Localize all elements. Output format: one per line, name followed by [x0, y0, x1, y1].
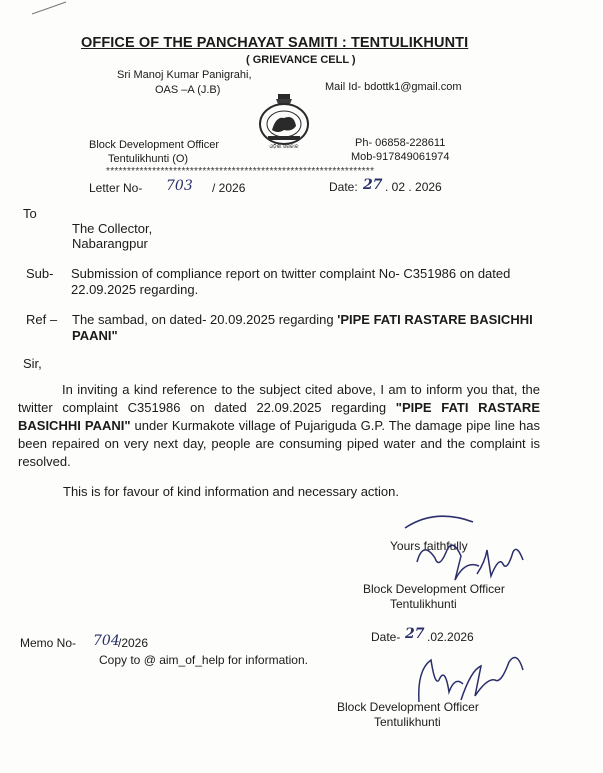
- officer-name: Sri Manoj Kumar Panigrahi,: [117, 69, 252, 81]
- letter-no-label: Letter No-: [89, 181, 143, 195]
- reference-label: Ref –: [26, 312, 58, 327]
- signature-place: Tentulikhunti: [390, 597, 457, 611]
- odisha-emblem-icon: [254, 92, 314, 150]
- memo-date-label: Date-: [371, 630, 401, 644]
- body-text-2: under Kurmakote village of Pujariguda G.P. The damage pipe line has been repaired on very next day, people are consuming piped water and the complaint is resolved.: [18, 418, 540, 469]
- place-header: Tentulikhunti (O): [108, 153, 189, 165]
- letter-no-value: 703: [166, 178, 193, 194]
- designation-header: Block Development Officer: [89, 139, 220, 151]
- memo-date-day: 27: [405, 626, 425, 642]
- memo-label: Memo No-: [20, 636, 77, 650]
- yours-faithfully: Yours faithfully: [390, 539, 468, 553]
- subject-label: Sub-: [26, 266, 54, 281]
- phone-number: Ph- 06858-228611: [355, 137, 446, 149]
- closing-paragraph: This is for favour of kind information and necessary action.: [63, 484, 399, 499]
- subject-line1: Submission of compliance report on twitter complaint No- C351986 on dated: [71, 266, 511, 281]
- subject-line2: 22.09.2025 regarding.: [71, 282, 199, 297]
- reference-line1: [72, 312, 533, 327]
- memo-year: /2026: [118, 636, 149, 650]
- addressee-line1: The Collector,: [72, 221, 153, 236]
- salutation: Sir,: [23, 356, 42, 371]
- header-divider: ****************************************************************: [106, 166, 375, 177]
- officer-grade: OAS –A (J.B): [155, 84, 221, 96]
- body-text-1: In inviting a kind reference to the subject cited above, I am to inform you that, the twitter complaint C351986 on dated 22.09.2025 regarding: [18, 382, 540, 415]
- svg-text:ଓଡ଼ିଶା ସରକାର: ଓଡ଼ିଶା ସରକାର: [269, 144, 299, 150]
- reference-bold-1: 'PIPE FATI RASTARE BASICHHI: [337, 312, 533, 327]
- mobile-number: Mob-917849061974: [351, 151, 450, 163]
- to-label: To: [23, 206, 37, 221]
- body-bold-quote: "PIPE FATI RASTARE BASICHHI PAANI": [18, 400, 540, 433]
- reference-line2: [72, 328, 118, 343]
- memo-place: Tentulikhunti: [374, 715, 441, 729]
- signature-scribble-2-icon: [405, 640, 535, 720]
- reference-text: The sambad, on dated- 20.09.2025 regarding: [72, 312, 338, 327]
- mail-id: Mail Id- bdottk1@gmail.com: [325, 81, 462, 93]
- date-rest: . 02 . 2026: [385, 180, 442, 194]
- letter-no-year: / 2026: [212, 181, 246, 195]
- reference-bold-2: PAANI": [72, 328, 118, 343]
- signature-designation: Block Development Officer: [363, 582, 505, 596]
- date-day: 27: [363, 177, 383, 193]
- office-title: OFFICE OF THE PANCHAYAT SAMITI : TENTULIKHUNTI: [81, 35, 469, 51]
- memo-designation: Block Development Officer: [337, 700, 479, 714]
- pen-mark-icon: [30, 0, 70, 16]
- body-paragraph: [18, 381, 540, 471]
- date-label: Date:: [329, 180, 358, 194]
- memo-number: 704: [93, 633, 120, 649]
- signature-scribble-1-icon: [395, 500, 535, 600]
- memo-date-rest: .02.2026: [427, 630, 474, 644]
- addressee-line2: Nabarangpur: [72, 236, 148, 251]
- grievance-cell-label: ( GRIEVANCE CELL ): [246, 54, 356, 66]
- memo-copy-to: Copy to @ aim_of_help for information.: [99, 653, 308, 667]
